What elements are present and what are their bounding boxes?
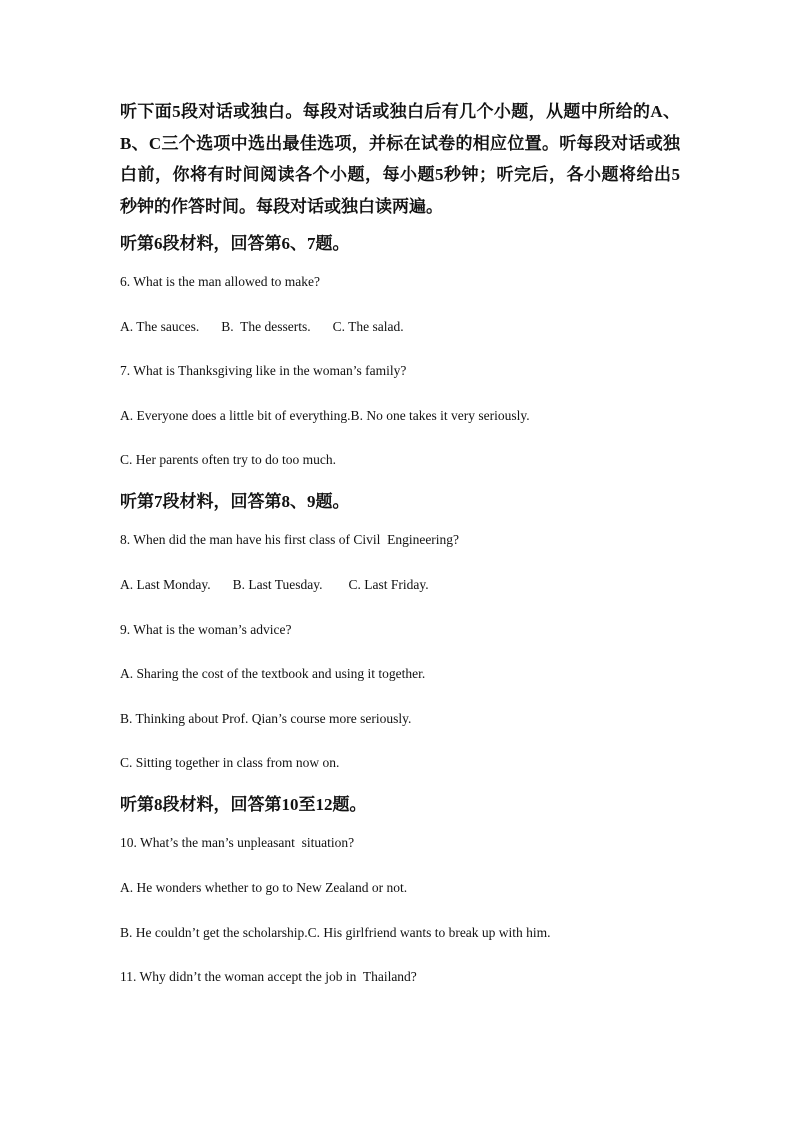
- question-10-stem: 10. What’s the man’s unpleasant situation?: [120, 835, 355, 851]
- question-9-option-c: C. Sitting together in class from now on.: [120, 755, 340, 771]
- question-10-options-line-1: A. He wonders whether to go to New Zealand or not.: [120, 879, 408, 895]
- question-8-stem: 8. When did the man have his first class of Civil Engineering?: [120, 532, 460, 548]
- option-a: A. Last Monday.: [120, 576, 211, 592]
- option-b: B. The desserts.: [221, 318, 311, 334]
- option-a: A. The sauces.: [120, 318, 200, 334]
- question-11-stem: 11. Why didn’t the woman accept the job in Thailand?: [120, 969, 417, 985]
- question-7-options-line-2: C. Her parents often try to do too much.: [120, 452, 336, 468]
- section-heading: 听第6段材料，回答第6、7题。: [120, 234, 350, 253]
- option-c: C. The salad.: [332, 318, 404, 334]
- question-10-options-line-2: B. He couldn’t get the scholarship.C. His girlfriend wants to break up with him.: [120, 924, 551, 940]
- section-heading: 听第8段材料，回答第10至12题。: [120, 795, 367, 815]
- section-heading: 听第7段材料，回答第8、9题。: [120, 492, 350, 512]
- page-content: [120, 96, 680, 1012]
- option-b: B. Last Tuesday.: [232, 576, 323, 592]
- section-8: [120, 793, 680, 987]
- question-6-options: [120, 317, 680, 337]
- question-7-options-line-1: A. Everyone does a little bit of everything.B. No one takes it very seriously.: [120, 407, 530, 423]
- question-8-options: [120, 575, 680, 595]
- question-9-stem: 9. What is the woman’s advice?: [120, 621, 292, 637]
- question-9-option-b: B. Thinking about Prof. Qian’s course more seriously.: [120, 710, 412, 726]
- instructions-paragraph: 听下面5段对话或独白。每段对话或独白后有几个小题，从题中所给的A、B、C三个选项中选出最佳选项，并标在试卷的相应位置。听每段对话或独白前，你将有时间阅读各个小题，每小题5秒钟；听完后，各小题将给出5秒钟的作答时间。每段对话或独白读两遍。: [120, 102, 680, 216]
- question-7-stem: 7. What is Thanksgiving like in the woman’s family?: [120, 363, 407, 379]
- question-6-stem: 6. What is the man allowed to make?: [120, 274, 320, 289]
- question-9-option-a: A. Sharing the cost of the textbook and using it together.: [120, 666, 426, 682]
- section-7: [120, 490, 680, 773]
- section-6: [120, 232, 680, 470]
- option-c: C. Last Friday.: [348, 576, 429, 592]
